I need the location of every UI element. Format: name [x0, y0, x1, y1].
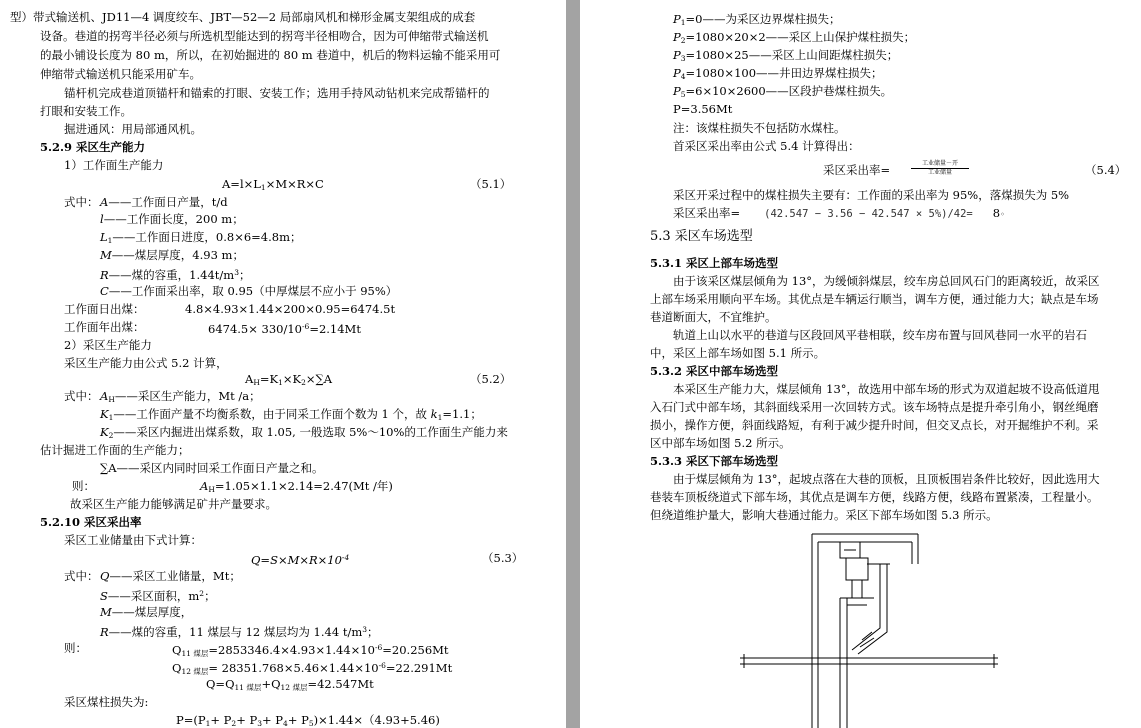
outer-roadway [812, 534, 918, 728]
definition-line: S——采区面积，$m^2$； [100, 589, 216, 603]
equation-5-1: $A=l\times L_1\times M\times R\times C$ [222, 177, 324, 192]
definition-line: $K_1——$工作面产量不均衡系数，由于同采工作面个数为 1 个，故 $k_1=1.1$； [100, 407, 482, 422]
track-link [852, 580, 862, 598]
text-line: 巷道断面大，不宜维护。 [650, 310, 777, 324]
calc-label: 工作面年出煤： [64, 320, 145, 334]
subsection-label: 1）工作面生产能力 [64, 158, 164, 172]
definition-line: $K_2——$采区内掘进出煤系数，取 1.05, 一般选取 5%～10%的工作面生产能力来 [100, 425, 508, 440]
text-line: 型）带式输送机、JD11—4 调度绞车、JBT—52—2 局部扇风机和梯形金属支架组成的成套 [10, 10, 476, 24]
fraction-numerator: 工业储量－开 [911, 160, 969, 169]
text-line: 掘进通风：用局部通风机。 [64, 122, 202, 136]
section-heading: 5.3.2 采区中部车场选型 [650, 364, 779, 378]
text-line: 故采区生产能力能够满足矿井产量要求。 [70, 497, 277, 511]
definition-line: A——工作面日产量，t/d [100, 195, 228, 209]
definition-line: M——煤层厚度， [100, 605, 193, 619]
note-line: 注：该煤柱损失不包括防水煤柱。 [673, 121, 846, 135]
text-line: 锚杆机完成巷道顶锚杆和锚索的打眼、安装工作；选用手持风动钻机来完成帮锚杆的 [64, 86, 490, 100]
equation-5-3: $Q=S\times M\times R\times 10^{-4}$ [251, 553, 350, 567]
text-line: 设备。巷道的拐弯半径必须与所选机型能达到的拐弯半径相吻合，因为可伸缩带式输送机 [40, 29, 489, 43]
equation-5-2: $A_H=K_1\times K_2\times\sum A$ [245, 372, 333, 387]
text-line: 的最小铺设长度为 80 m，所以，在初始掘进的 80 m 巷道中，机后的物料运输不能采用可 [40, 48, 501, 62]
definition-line: C——工作面采出率，取 0.95（中厚煤层不应小于 95%） [100, 284, 398, 298]
equation-number: （5.1） [470, 177, 512, 191]
section-heading: 5.3.1 采区上部车场选型 [650, 256, 779, 270]
text-line: 打眼和安装工作。 [40, 104, 132, 118]
winch-box [846, 558, 868, 580]
definition-line: $P_5=6\times 10\times 2600——$区段护巷煤柱损失。 [673, 84, 893, 99]
text-line: 巷装车顶板绕道式下部车场，其优点是调车方便，线路方便，线路布置紧凑，工程量小。 [650, 490, 1099, 504]
text-line: 由于该采区煤层倾角为 13°，为缓倾斜煤层，绞车房总回风石门的距离较近，故采区 [673, 274, 1100, 288]
equation-5-4: 采区采出率= [823, 163, 891, 177]
then-label: 则： [72, 479, 95, 493]
calc-value: $A_H=1.05\times 1.1\times 2.14=2.47(Mt$ /年) [200, 479, 393, 494]
definition-line: $P_2=1080\times 20\times 2——$采区上山保护煤柱损失； [673, 30, 916, 45]
equation-number: （5.2） [470, 372, 512, 386]
definition-line: $A_H——$采区生产能力，Mt /a； [100, 389, 261, 404]
haulage-roadway [740, 658, 998, 664]
text-line: 但绕道维护量大，影响大巷通过能力。采区下部车场如图 5.3 所示。 [650, 508, 998, 522]
calc-label: 工作面日出煤： [64, 302, 145, 316]
where-label: 式中： [64, 569, 99, 583]
text-line: 上部车场采用顺向平车场。其优点是车辆运行顺当，调车方便，通过能力大；缺点是车场 [650, 292, 1099, 306]
calc-value: $Q_{11 煤层}=2853346.4\times 4.93\times 1.44\times 10^{-6}=20.256Mt$ [172, 643, 449, 658]
subsection-label: 2）采区生产能力 [64, 338, 152, 352]
page-gutter [566, 0, 580, 728]
definition-line: $L_1——$工作面日进度，0.8×6=4.8m； [100, 230, 302, 245]
calc-value: 采区采出率= (42.547 − 3.56 − 42.547 × 5%)/42= 8◦ [673, 206, 1005, 220]
definition-line: R——煤的容重，$1.44t/m^3$； [100, 268, 251, 282]
calc-value: $Q=Q_{11 煤层}+Q_{12 煤层}=42.547Mt$ [206, 677, 374, 692]
equation-number: （5.4） [1085, 163, 1127, 177]
text-line: 采区煤柱损失为: [64, 695, 149, 709]
calc-value: $Q_{12 煤层}= 28351.768\times 5.46\times 1.44\times 10^{-6}=22.291Mt$ [172, 661, 453, 676]
equation-pillar-loss: $P=(P_1+ P_2+ P_3+ P_4+ P_5)\times 1.44\times(4.93+5.46)$ [176, 713, 440, 728]
text-line: 由于煤层倾角为 13°，起坡点落在大巷的顶板，且顶板围岩条件比较好，因此选用大 [673, 472, 1100, 486]
definition-line: Q——采区工业储量，Mt； [100, 569, 241, 583]
definition-line: $P_1=0——$为采区边界煤柱损失； [673, 12, 841, 27]
cross-link [840, 598, 874, 605]
text-line: 伸缩带式输送机只能采用矿车。 [40, 67, 201, 81]
text-line: 入石门式中部车场，其斜面线采用一次回转方式。该车场特点是提升牵引角小，钢丝绳磨 [650, 400, 1099, 414]
text-line: 本采区生产能力大，煤层倾角 13°，故选用中部车场的形式为双道起坡不设高低道甩 [673, 382, 1100, 396]
inner-roadway [840, 598, 847, 728]
calc-value: P=3.56Mt [673, 102, 733, 116]
upper-yard-diagram [740, 528, 1000, 728]
definition-line: M——煤层厚度，4.93 m； [100, 248, 244, 262]
outer-right-wall [912, 534, 918, 564]
fraction-denominator: 工业储量 [927, 169, 952, 176]
section-heading: 5.3.3 采区下部车场选型 [650, 454, 779, 468]
text-line: 损小，操作方便，斜面线路短，有利于减少提升时间，但交叉点长，对开掘维护不利。采 [650, 418, 1099, 432]
text-line: 采区工业储量由下式计算： [64, 533, 202, 547]
calc-value: 4.8×4.93×1.44×200×0.95=6474.5t [185, 302, 396, 316]
text-line: 采区生产能力由公式 5.2 计算， [64, 356, 228, 370]
document-page-right [580, 0, 1141, 728]
where-label: 式中： [64, 195, 99, 209]
then-label: 则： [64, 641, 87, 655]
calc-value: $6474.5\times 330/10^{-6}=2.14Mt$ [208, 322, 361, 336]
fraction [911, 160, 969, 177]
roadway-ends [744, 654, 994, 668]
text-line: 区中部车场如图 5.2 所示。 [650, 436, 791, 450]
definition-line: $P_4=1080\times 100——$井田边界煤柱损失； [673, 66, 883, 81]
section-heading: 5.2.10 采区采出率 [40, 515, 142, 529]
text-line: 轨道上山以水平的巷道与区段回风平巷相联，绞车房布置与回风巷同一水平的岩石 [673, 328, 1087, 342]
text-line: 中，采区上部车场如图 5.1 所示。 [650, 346, 826, 360]
text-line: 采区开采过程中的煤柱损失主要有：工作面的采出率为 95%，落煤损失为 5% [673, 188, 1070, 202]
section-heading: 5.3 采区车场选型 [650, 229, 753, 244]
text-line: 估计掘进工作面的生产能力； [40, 443, 190, 457]
definition-line: R——煤的容重，11 煤层与 12 煤层均为 1.44 $t/m^3$； [100, 625, 379, 639]
equation-number: （5.3） [482, 551, 524, 565]
definition-line: $P_3=1080\times 25——$采区上山间距煤柱损失； [673, 48, 899, 63]
text-line: 首采区采出率由公式 5.4 计算得出： [673, 139, 860, 153]
definition-line: ∑A——采区内同时回采工作面日产量之和。 [100, 461, 324, 475]
definition-line: l——工作面长度，200 m； [100, 212, 244, 226]
where-label: 式中： [64, 389, 99, 403]
section-heading: 5.2.9 采区生产能力 [40, 140, 146, 154]
document-page-left [0, 0, 566, 728]
